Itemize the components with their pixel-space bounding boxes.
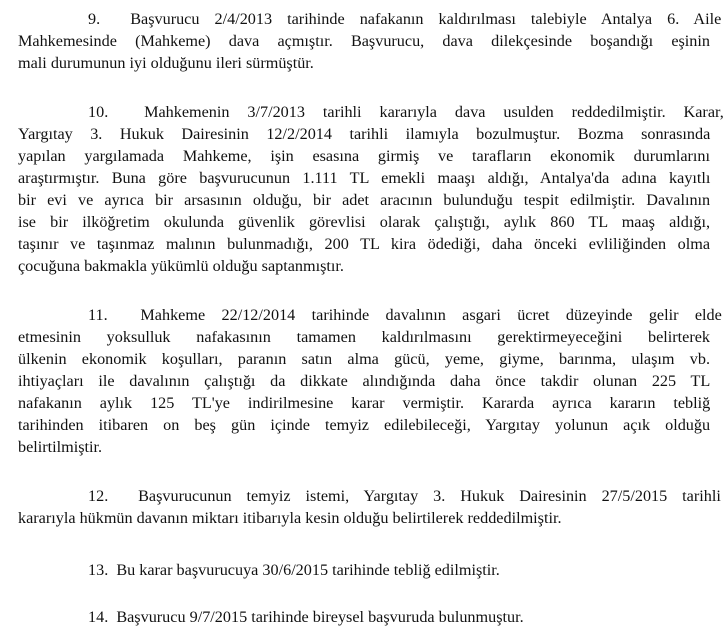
paragraph-12-number: 12.	[88, 487, 109, 505]
paragraph-12-line-1	[18, 485, 721, 507]
paragraph-11-line-4: ihtiyaçları ile davalının çalıştığı da dikkate alındığında daha önce takdir olunan 225 TL	[18, 372, 711, 390]
paragraph-14	[18, 606, 710, 628]
paragraph-13-line-1	[18, 559, 710, 581]
paragraph-13-number: 13.	[88, 561, 109, 579]
paragraph-11-line-2: etmesinin yoksulluk nafakasının tamamen kaldırılmasını gerektirmeyeceğini belirterek	[18, 328, 710, 346]
paragraph-12-line-1-text: Başvurucunun temyiz istemi, Yargıtay 3. Hukuk Dairesinin 27/5/2015 tarihli	[138, 487, 721, 505]
paragraph-14-line-1-text: Başvurucu 9/7/2015 tarihinde bireysel başvuruda bulunmuştur.	[116, 608, 524, 626]
paragraph-10-line-6: ise bir ilköğretim okulunda güvenlik görevlisi olarak çalıştığı, aylık 860 TL maaş aldığı,	[18, 213, 710, 231]
paragraph-9-number: 9.	[88, 10, 101, 28]
paragraph-9	[18, 8, 722, 74]
paragraph-14-number: 14.	[88, 608, 109, 626]
paragraph-9-line-3: mali durumunun iyi olduğunu ileri sürmüştür.	[18, 54, 314, 72]
paragraph-12-line-2: kararıyla hükmün davanın miktarı itibarıyla kesin olduğu belirtilerek reddedilmiştir.	[18, 509, 562, 527]
paragraph-12	[18, 485, 721, 529]
paragraph-10-line-3: yapılan yargılamada Mahkeme, işin esasına girmiş ve tarafların ekonomik durumlarını	[18, 147, 710, 165]
paragraph-10-line-4: araştırmıştır. Buna göre başvurucunun 1.111 TL emekli maaşı aldığı, Antalya'da adına kayıtlı	[18, 169, 711, 187]
paragraph-11	[18, 304, 722, 458]
paragraph-10-number: 10.	[88, 103, 109, 121]
paragraph-11-number: 11.	[88, 306, 108, 324]
paragraph-11-line-3: ülkenin ekonomik koşulları, paranın satın alma gücü, yeme, giyme, barınma, ulaşım vb.	[18, 350, 710, 368]
paragraph-9-line-1	[18, 8, 722, 30]
paragraph-10-line-2: Yargıtay 3. Hukuk Dairesinin 12/2/2014 tarihli ilamıyla bozulmuştur. Bozma sonrasında	[18, 125, 711, 143]
paragraph-10-line-1	[18, 101, 724, 123]
paragraph-10-line-7: taşınır ve taşınmaz malının bulunmadığı, 200 TL kira ödediği, daha önceki evliliğinden olma	[18, 235, 710, 253]
document-page	[18, 4, 724, 628]
paragraph-9-line-1-text: Başvurucu 2/4/2013 tarihinde nafakanın kaldırılması talebiyle Antalya 6. Aile	[130, 10, 722, 28]
paragraph-10-line-1-text: Mahkemenin 3/7/2013 tarihli kararıyla dava usulden reddedilmiştir. Karar,	[144, 103, 724, 121]
paragraph-10-line-8: çocuğuna bakmakla yükümlü olduğu saptanmıştır.	[18, 257, 344, 275]
paragraph-10-line-5: bir evi ve ayrıca bir arsasının olduğu, bir adet aracının bulunduğu tespit edilmiştir. Davalının	[18, 191, 711, 209]
paragraph-11-line-1-text: Mahkeme 22/12/2014 tarihinde davalının asgari ücret düzeyinde gelir elde	[140, 306, 722, 324]
paragraph-11-line-7: belirtilmiştir.	[18, 438, 103, 456]
paragraph-11-line-1	[18, 304, 722, 326]
paragraph-11-line-5: nafakanın aylık 125 TL'ye indirilmesine karar vermiştir. Kararda ayrıca kararın tebliğ	[18, 394, 711, 412]
paragraph-13	[18, 559, 710, 581]
paragraph-14-line-1	[18, 606, 710, 628]
paragraph-10	[18, 101, 724, 277]
paragraph-13-line-1-text: Bu karar başvurucuya 30/6/2015 tarihinde tebliğ edilmiştir.	[116, 561, 500, 579]
paragraph-9-line-2: Mahkemesinde (Mahkeme) dava açmıştır. Başvurucu, dava dilekçesinde boşandığı eşinin	[18, 32, 710, 50]
paragraph-11-line-6: tarihinden itibaren on beş gün içinde temyiz edilebileceği, Yargıtay yolunun açık olduğu	[18, 416, 711, 434]
